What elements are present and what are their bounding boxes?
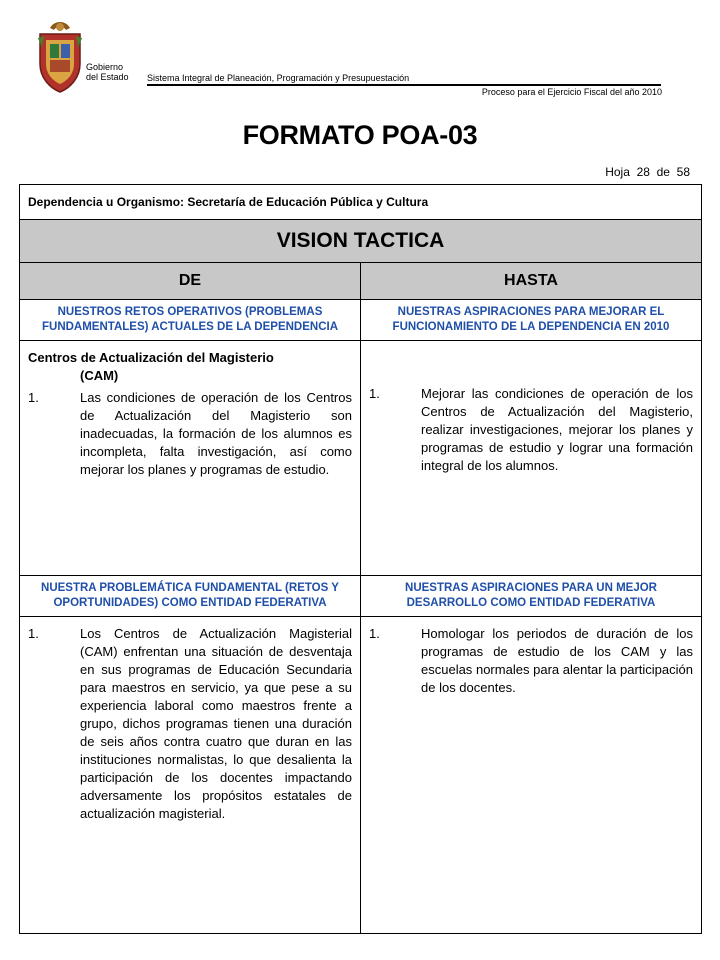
section2-left-header: NUESTRA PROBLEMÁTICA FUNDAMENTAL (RETOS Y OPORTUNIDADES) COMO ENTIDAD FEDERATIVA [20,576,361,617]
hoja-sep: de [656,165,670,179]
poa-table [19,184,702,934]
center-name: Centros de Actualización del Magisterio [28,350,274,365]
section1-right-header: NUESTRAS ASPIRACIONES PARA MEJORAR EL FUNCIONAMIENTO DE LA DEPENDENCIA EN 2010 [361,300,702,341]
gobierno-line1: Gobierno [86,62,124,72]
gobierno-label [86,62,129,82]
column-header-hasta: HASTA [361,263,702,300]
proceso-label: Proceso para el Ejercicio Fiscal del año 2010 [481,87,662,97]
item-number: 1. [369,386,380,401]
page-title: FORMATO POA-03 [242,120,478,150]
section1-left-header: NUESTROS RETOS OPERATIVOS (PROBLEMAS FUNDAMENTALES) ACTUALES DE LA DEPENDENCIA [20,300,361,341]
vision-header: VISION TACTICA [20,220,702,263]
list-item [28,625,352,823]
section2-right-cell [361,617,702,934]
section1-right-cell [361,341,702,576]
page-counter [605,165,690,179]
item-text: Homologar los periodos de duración de los programas de estudio de los CAM y las escuelas normales para alentar la participación de los docentes. [421,626,693,695]
column-header-de: DE [20,263,361,300]
item-text: Los Centros de Actualización Magisterial (CAM) enfrentan una situación de desventaja en sus programas de Educación Secundaria para maestros en servicio, ya que pese a su experiencia laboral como maestros frente a grupo, dichos programas tienen una duración de seis años contra cuatro que duran en las instituciones normalistas, lo que desalienta la participación de los docentes impactando adversamente los propósitos estatales de actualización magisterial. [80,626,352,821]
item-text: Las condiciones de operación de los Centros de Actualización del Magisterio son inadecuadas, la formación de los alumnos es incompleta, falta investigación, así como mejorar los planes y programas de estudio. [80,390,352,477]
list-item [28,389,352,479]
section2-left-cell [20,617,361,934]
section1-left-cell [20,341,361,576]
dependencia-row: Dependencia u Organismo: Secretaría de Educación Pública y Cultura [20,185,702,220]
item-number: 1. [369,626,380,641]
state-seal-icon [36,18,84,96]
header-divider [147,84,661,86]
center-abbrev: (CAM) [80,368,119,383]
hoja-page: 28 [636,165,650,179]
list-item [369,625,693,697]
item-number: 1. [28,626,39,641]
sistema-label: Sistema Integral de Planeación, Programación y Presupuestación [147,73,410,83]
item-text: Mejorar las condiciones de operación de los Centros de Actualización del Magisterio, realizar investigaciones, mejorar los planes y programas de estudio y lograr una formación integral de los alumnos. [421,386,693,473]
section2-right-header: NUESTRAS ASPIRACIONES PARA UN MEJOR DESARROLLO COMO ENTIDAD FEDERATIVA [361,576,702,617]
gobierno-line2: del Estado [86,72,129,82]
item-number: 1. [28,390,39,405]
list-item [369,385,693,475]
hoja-total: 58 [676,165,690,179]
hoja-label: Hoja [605,165,630,179]
